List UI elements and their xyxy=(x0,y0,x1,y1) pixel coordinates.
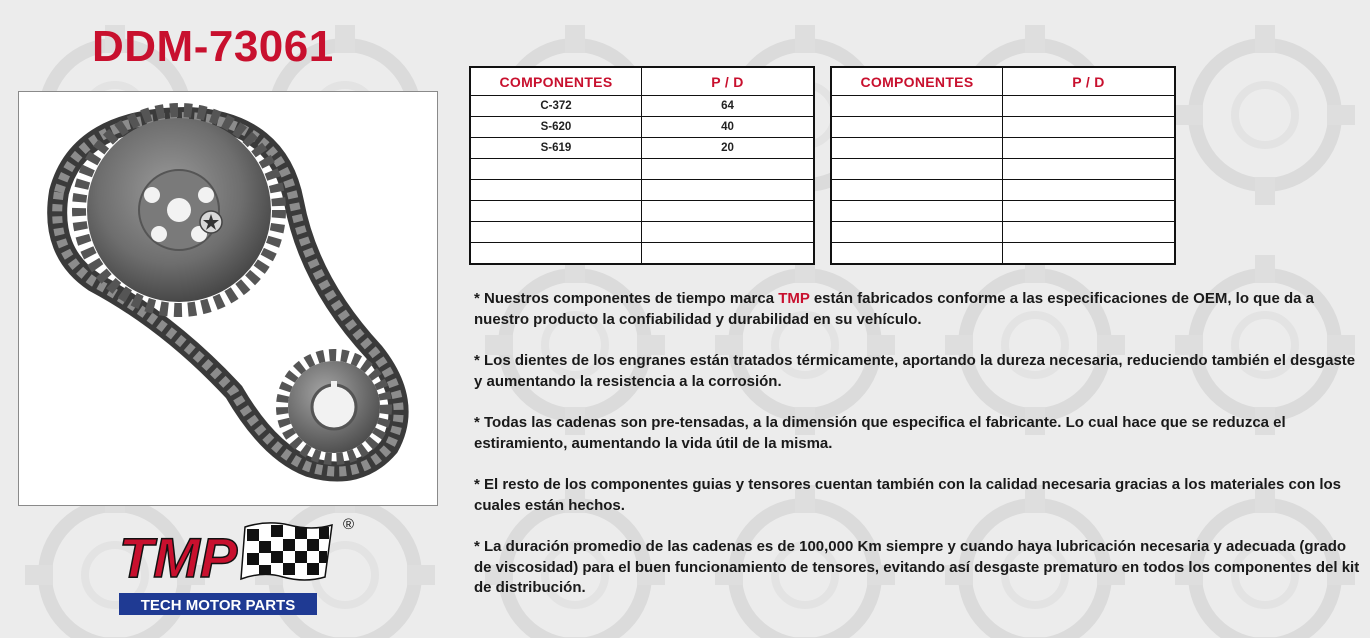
table-row xyxy=(831,243,1175,265)
pd-cell xyxy=(1002,159,1175,180)
table-row xyxy=(831,201,1175,222)
component-cell xyxy=(831,201,1002,222)
pd-cell xyxy=(1002,222,1175,243)
column-header-componentes: COMPONENTES xyxy=(831,67,1002,96)
component-cell xyxy=(831,117,1002,138)
component-cell: C-372 xyxy=(470,96,641,117)
pd-cell xyxy=(1002,117,1175,138)
component-cell xyxy=(831,222,1002,243)
product-notes xyxy=(474,289,1364,620)
component-cell xyxy=(831,159,1002,180)
pd-cell xyxy=(641,201,814,222)
pd-cell: 20 xyxy=(641,138,814,159)
table-row xyxy=(470,138,814,159)
note-guides-tensioners: * El resto de los componentes guias y tensores cuentan también con la calidad necesaria gracias a los materiales con los cuales están hechos. xyxy=(474,476,1341,514)
table-row xyxy=(470,159,814,180)
pd-cell xyxy=(641,222,814,243)
note-heat-treatment: * Los dientes de los engranes están tratados térmicamente, aportando la dureza necesaria, reduciendo también el desgaste y aumentando la resistencia a la corrosión. xyxy=(474,352,1356,390)
checkered-flag-icon xyxy=(241,523,332,580)
pd-cell xyxy=(1002,201,1175,222)
logo-wordmark: TMP xyxy=(119,526,238,589)
table-row xyxy=(470,222,814,243)
timing-chain-kit-photo-icon xyxy=(19,92,437,505)
table-row xyxy=(831,138,1175,159)
component-cell xyxy=(470,201,641,222)
table-row xyxy=(831,159,1175,180)
table-row xyxy=(470,96,814,117)
note-oem-text-start: * Nuestros componentes de tiempo marca xyxy=(474,290,779,307)
note-pre-tensioned-chains: * Todas las cadenas son pre-tensadas, a la dimensión que especifica el fabricante. Lo cual hace que se reduzca el estiramiento, aumentando la vida útil de la misma. xyxy=(474,414,1286,452)
column-header-componentes: COMPONENTES xyxy=(470,67,641,96)
pd-cell xyxy=(1002,96,1175,117)
table-row xyxy=(470,243,814,265)
note-oem xyxy=(474,289,1364,330)
components-table-right xyxy=(830,66,1176,265)
components-table-left xyxy=(469,66,815,265)
column-header-pd: P / D xyxy=(1002,67,1175,96)
pd-cell xyxy=(1002,243,1175,265)
note-chain-lifespan: * La duración promedio de las cadenas es de 100,000 Km siempre y cuando haya lubricación necesaria y adecuada (grado de viscosidad) para el buen funcionamiento de tensores, evitando así desgaste prematuro en todos los componentes del kit de distribución. xyxy=(474,538,1360,596)
component-cell xyxy=(831,96,1002,117)
component-cell xyxy=(470,159,641,180)
pd-cell: 64 xyxy=(641,96,814,117)
registered-mark: ® xyxy=(343,516,355,533)
pd-cell xyxy=(641,159,814,180)
pd-cell xyxy=(641,243,814,265)
table-row xyxy=(831,222,1175,243)
pd-cell xyxy=(1002,138,1175,159)
component-cell xyxy=(831,138,1002,159)
brand-name: TMP xyxy=(778,290,810,307)
component-cell xyxy=(470,222,641,243)
column-header-pd: P / D xyxy=(641,67,814,96)
table-row xyxy=(831,96,1175,117)
table-row xyxy=(831,117,1175,138)
component-cell: S-619 xyxy=(470,138,641,159)
pd-cell xyxy=(641,180,814,201)
page-title: DDM-73061 xyxy=(92,22,334,71)
table-row xyxy=(470,201,814,222)
logo-tagline: TECH MOTOR PARTS xyxy=(140,597,296,614)
product-photo xyxy=(18,91,438,506)
tmp-logo xyxy=(117,515,357,620)
note-oem-text-end: están fabricados conforme a las especificaciones de OEM, lo que da a nuestro producto la confiabilidad y durabilidad en su vehículo. xyxy=(474,290,1314,328)
table-row xyxy=(470,180,814,201)
table-row xyxy=(831,180,1175,201)
component-cell xyxy=(470,180,641,201)
component-cell xyxy=(831,243,1002,265)
table-row xyxy=(470,117,814,138)
pd-cell xyxy=(1002,180,1175,201)
component-cell xyxy=(470,243,641,265)
component-cell xyxy=(831,180,1002,201)
pd-cell: 40 xyxy=(641,117,814,138)
component-cell: S-620 xyxy=(470,117,641,138)
